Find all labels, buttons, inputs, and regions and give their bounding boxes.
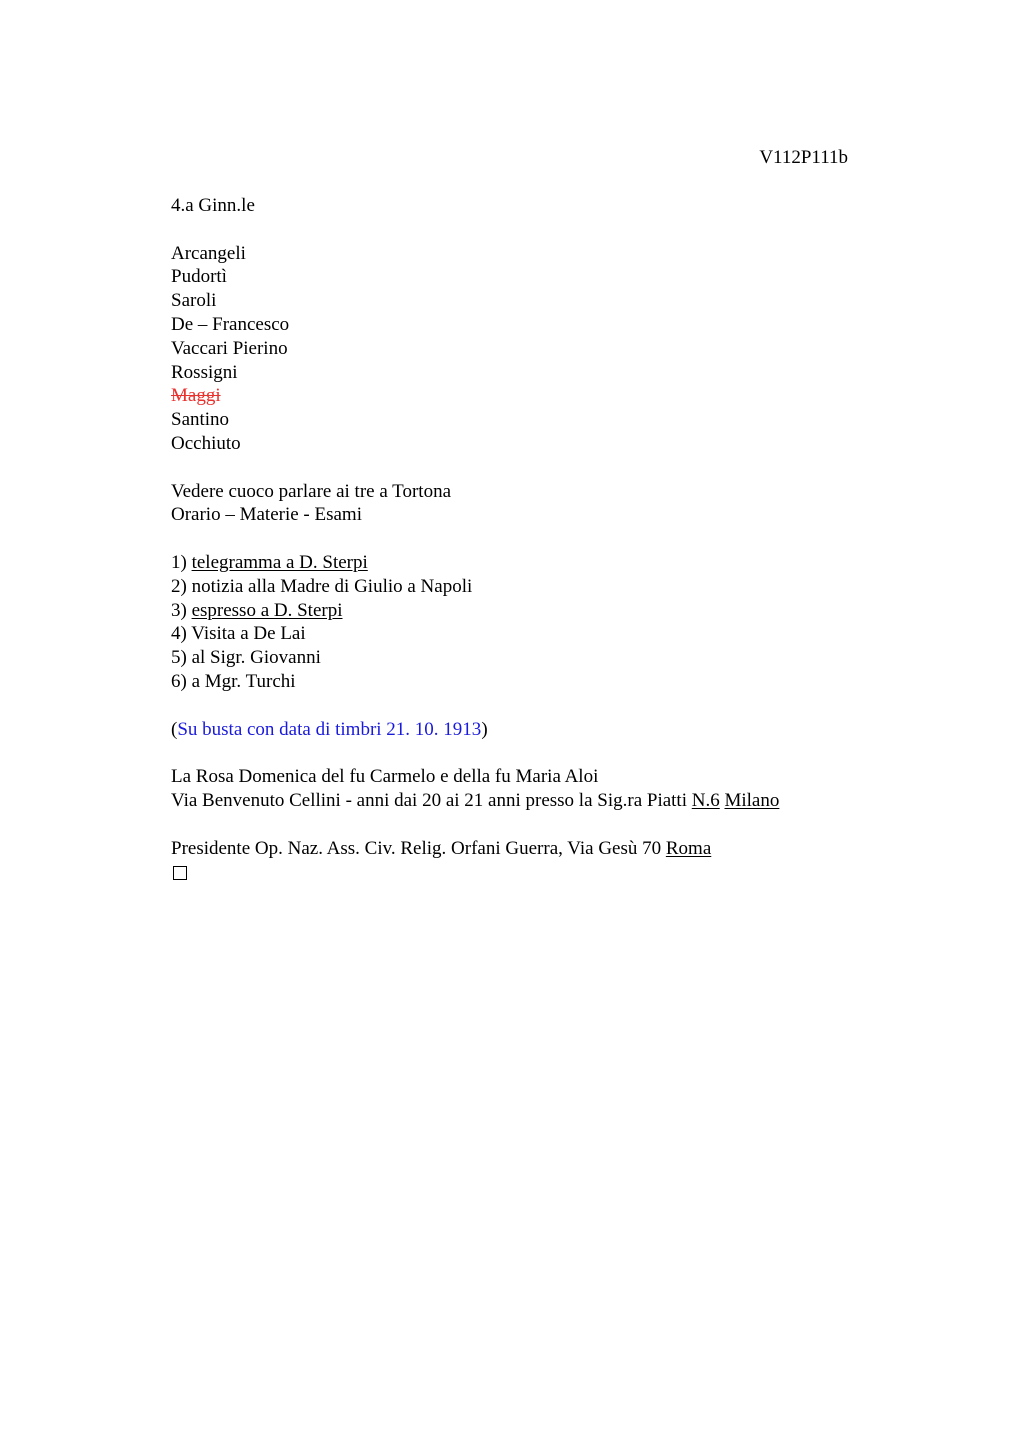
student-name: Vaccari Pierino (171, 337, 288, 359)
student-name: Pudortì (171, 266, 227, 288)
student-name: Arcangeli (171, 242, 246, 264)
address-line: La Rosa Domenica del fu Carmelo e della fu Maria Aloi (171, 766, 599, 788)
task-text-underlined: espresso a D. Sterpi (191, 599, 343, 621)
house-number: N.6 (691, 789, 720, 811)
spacer (171, 694, 871, 718)
editorial-note-text: Su busta con data di timbri 21. 10. 1913 (177, 718, 482, 740)
checkbox-line (171, 860, 871, 884)
task-item (171, 599, 871, 623)
spacer (171, 741, 871, 765)
reference-code: V112P111b (759, 147, 848, 168)
task-text-underlined: telegramma a D. Sterpi (191, 551, 368, 573)
city-name: Milano (724, 789, 780, 811)
student-name-struck (171, 384, 871, 408)
task-item (171, 551, 871, 575)
city-name: Roma (665, 837, 712, 859)
address-line (171, 789, 871, 813)
task-number: 1) (171, 551, 192, 573)
struck-text: Maggi (171, 385, 221, 407)
empty-square-icon (173, 866, 187, 880)
president-line (171, 837, 871, 861)
student-name: Saroli (171, 290, 217, 312)
class-heading: 4.a Ginn.le (171, 195, 255, 216)
spacer (171, 813, 871, 837)
president-text: Presidente Op. Naz. Ass. Civ. Relig. Orfani Guerra, Via Gesù 70 (171, 837, 666, 859)
student-name: Occhiuto (171, 432, 241, 454)
document-body (171, 194, 871, 884)
task-item: 4) Visita a De Lai (171, 623, 306, 645)
task-item: 6) a Mgr. Turchi (171, 670, 296, 692)
task-item: 2) notizia alla Madre di Giulio a Napoli (171, 575, 473, 597)
address-text: Via Benvenuto Cellini - anni dai 20 ai 21 anni presso la Sig.ra Piatti (171, 789, 692, 811)
spacer (171, 456, 871, 480)
note-line: Vedere cuoco parlare ai tre a Tortona (171, 480, 451, 502)
student-name: Rossigni (171, 361, 238, 383)
spacer (171, 527, 871, 551)
paren-open: ( (171, 718, 178, 740)
spacer (171, 218, 871, 242)
student-name: De – Francesco (171, 313, 290, 335)
task-number: 3) (171, 599, 192, 621)
task-item: 5) al Sigr. Giovanni (171, 647, 321, 669)
paren-close: ) (481, 718, 488, 740)
envelope-note (171, 718, 871, 742)
note-line: Orario – Materie - Esami (171, 504, 362, 526)
student-name: Santino (171, 409, 230, 431)
